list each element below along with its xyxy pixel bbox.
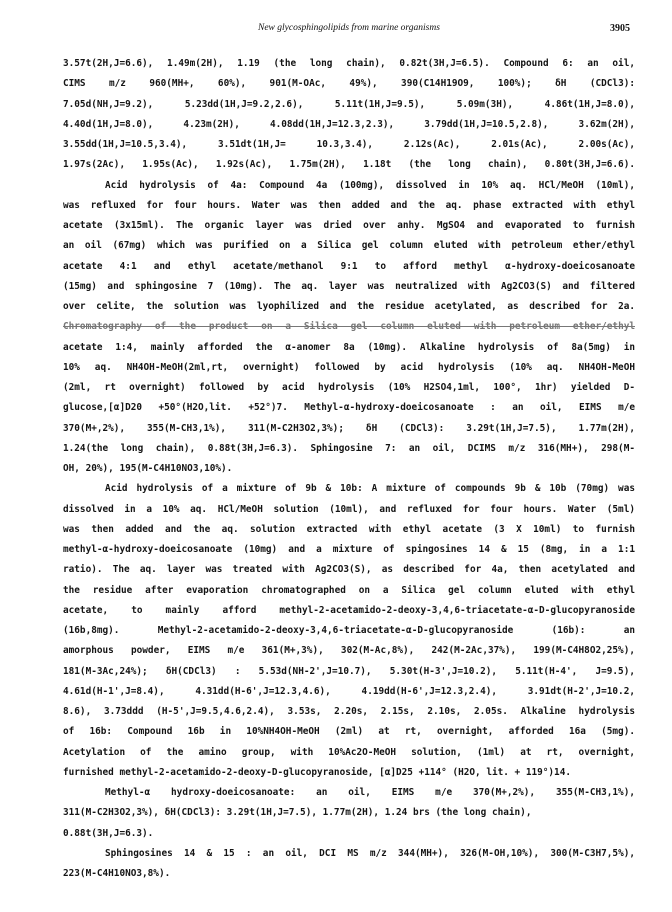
text-line: 10% aq. NH4OH-MeOH(2ml,rt, overnight) followed by acid hydrolysis (10% aq. NH4OH-MeOH <box>63 361 635 373</box>
text-line: was then added and the aq. solution extracted with ethyl acetate (3 X 10ml) to furnish <box>63 523 635 535</box>
text-line: acetate 4:1 and ethyl acetate/methanol 9:1 to afford methyl α-hydroxy-doeicosanoate <box>63 260 635 272</box>
text-line: over celite, the solution was lyophilized and the residue acetylated, as described for 2a. <box>63 301 635 312</box>
experimental-text <box>63 54 635 884</box>
text-line: dissolved in a 10% aq. HCl/MeOH solution (10ml), and refluxed for four hours. Water (5ml) <box>63 503 635 515</box>
text-line: an oil (67mg) which was purified on a Silica gel column eluted with petroleum ether/ethyl <box>63 240 635 252</box>
text-line: 8.6), 3.73ddd (H-5',J=9.5,4.6,2.4), 3.53s, 2.20s, 2.15s, 2.10s, 2.05s. Alkaline hydrolysis <box>63 706 635 717</box>
text-line: acetate, to mainly afford methyl-2-acetamido-2-deoxy-3,4,6-triacetate-α-D-glucopyranoside <box>63 604 635 616</box>
text-line: the residue after evaporation chromatographed on a Silica gel column eluted with ethyl <box>63 584 635 596</box>
text-line: 370(M+,2%), 355(M-CH3,1%), 311(M-C2H3O2,3%); δH (CDCl3): 3.29t(1H,J=7.5), 1.77m(2H), <box>63 422 635 434</box>
text-line: (2ml, rt overnight) followed by acid hydrolysis (10% H2SO4,1ml, 100°, 1hr) yielded D- <box>63 382 635 393</box>
text-line: of 16b: Compound 16b in 10%NH4OH-MeOH (2ml) at rt, overnight, afforded 16a (5mg). <box>63 726 635 738</box>
text-line: 181(M-3Ac,24%); δH(CDCl3) : 5.53d(NH-2',J=10.7), 5.30t(H-3',J=10.2), 5.11t(H-4', J=9.5), <box>63 665 635 677</box>
text-line: acetate 1:4, mainly afforded the α-anomer 8a (10mg). Alkaline hydrolysis of 8a(5mg) in <box>63 341 635 353</box>
text-line: glucose,[α]D20 +50°(H2O,lit. +52°)7. Methyl-α-hydroxy-doeicosanoate : an oil, EIMS m/e <box>63 402 635 414</box>
text-line: 3.55dd(1H,J=10.5,3.4), 3.51dt(1H,J= 10.3,3.4), 2.12s(Ac), 2.01s(Ac), 2.00s(Ac), <box>63 139 635 150</box>
text-line: 1.24(the long chain), 0.88t(3H,J=6.3). Sphingosine 7: an oil, DCIMS m/z 316(MH+), 298(M- <box>63 442 635 454</box>
text-line: 311(M-C2H3O2,3%), δH(CDCl3): 3.29t(1H,J=7.5), 1.77m(2H), 1.24 brs (the long chain), <box>63 807 532 819</box>
text-line: Methyl-α hydroxy-doeicosanoate: an oil, EIMS m/e 370(M+,2%), 355(M-CH3,1%), <box>105 787 635 798</box>
text-line: OH, 20%), 195(M-C4H10NO3,10%). <box>63 463 233 474</box>
text-line: 223(M-C4H10NO3,8%). <box>63 868 171 879</box>
running-title: New glycosphingolipids from marine organisms <box>258 23 440 33</box>
text-line: amorphous powder, EIMS m/e 361(M+,3%), 302(M-Ac,8%), 242(M-2Ac,37%), 199(M-C4H8O2,25%), <box>63 645 635 657</box>
text-line: 0.88t(3H,J=6.3). <box>63 827 154 839</box>
text-line: Acid hydrolysis of 4a: Compound 4a (100mg), dissolved in 10% aq. HCl/MeOH (10ml), <box>105 179 635 191</box>
text-line: (15mg) and sphingosine 7 (10mg). The aq. layer was neutralized with Ag2CO3(S) and filtered <box>63 280 635 292</box>
page-number: 3905 <box>610 23 630 34</box>
text-line: (16b,8mg). Methyl-2-acetamido-2-deoxy-3,4,6-triacetate-α-D-glucopyranoside (16b): an <box>63 625 635 636</box>
text-line: Acid hydrolysis of a mixture of 9b & 10b: A mixture of compounds 9b & 10b (70mg) was <box>105 483 635 495</box>
text-line: furnished methyl-2-acetamido-2-deoxy-D-glucopyranoside, [α]D25 +114° (H2O, lit. + 119°)14. <box>63 766 571 778</box>
text-line: Sphingosines 14 & 15 : an oil, DCI MS m/z 344(MH+), 326(M-OH,10%), 300(M-C3H7,5%), <box>105 847 635 859</box>
text-line: CIMS m/z 960(MH+, 60%), 901(M-OAc, 49%), 390(C14H19O9, 100%); δH (CDCl3): <box>63 78 635 90</box>
text-line: Acetylation of the amino group, with 10%Ac2O-MeOH solution, (1ml) at rt, overnight, <box>63 746 635 758</box>
text-line: Chromatography of the product on a Silica gel column eluted with petroleum ether/ethyl <box>63 321 635 333</box>
text-line: acetate (3x15ml). The organic layer was dried over anhy. MgSO4 and evaporated to furnish <box>63 220 635 231</box>
text-line: 4.40d(1H,J=8.0), 4.23m(2H), 4.08dd(1H,J=12.3,2.3), 3.79dd(1H,J=10.5,2.8), 3.62m(2H), <box>63 118 635 130</box>
text-line: ratio). The aq. layer was treated with Ag2CO3(S), as described for 4a, then acetylated and <box>63 564 635 576</box>
text-line: was refluxed for four hours. Water was then added and the aq. phase extracted with ethyl <box>63 199 635 211</box>
text-line: 7.05d(NH,J=9.2), 5.23dd(1H,J=9.2,2.6), 5.11t(1H,J=9.5), 5.09m(3H), 4.86t(1H,J=8.0), <box>63 98 635 110</box>
text-line: methyl-α-hydroxy-doeicosanoate (10mg) and a mixture of spingosines 14 & 15 (8mg, in a 1:1 <box>63 544 635 555</box>
text-line: 3.57t(2H,J=6.6), 1.49m(2H), 1.19 (the long chain), 0.82t(3H,J=6.5). Compound 6: an oil, <box>63 58 635 69</box>
text-line: 1.97s(2Ac), 1.95s(Ac), 1.92s(Ac), 1.75m(2H), 1.18t (the long chain), 0.80t(3H,J=6.6). <box>63 159 635 171</box>
text-line: 4.61d(H-1',J=8.4), 4.31dd(H-6',J=12.3,4.6), 4.19dd(H-6',J=12.3,2.4), 3.91dt(H-2',J=10.2, <box>63 685 635 697</box>
